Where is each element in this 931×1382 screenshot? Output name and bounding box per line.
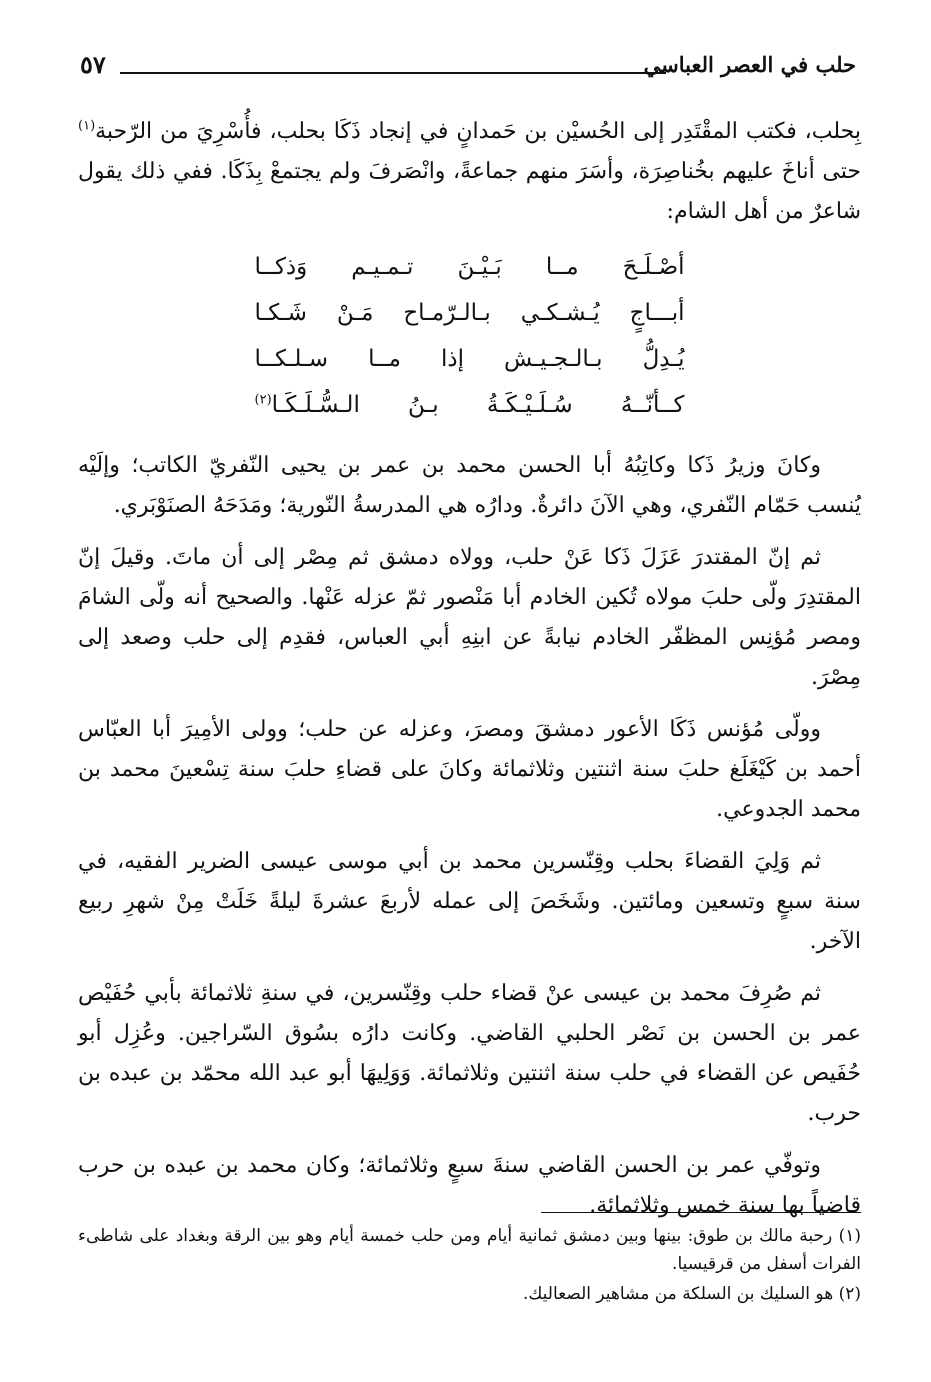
page-header	[80, 52, 856, 92]
footnote-mark-2: (٢)	[254, 392, 272, 408]
poem-line-2: أبـــاجٍ يُـشـكـي بـالـرّمـاح مَـنْ شَـكـا	[254, 300, 685, 326]
header-rule	[120, 72, 666, 74]
paragraph-3: ثم إنّ المقتدرَ عَزَلَ ذَكا عَنْ حلب، وولاه دمشق ثم مِصْر إلى أن ماتَ. وقيلَ إنّ المقتدِرَ ولّى حلبَ مولاه تُكين الخادم أبا مَنْصور ثمّ عزله عَنْها. والصحيح أنه ولّى الشامَ ومصر مُؤنِس المظفّر الخادم نيابةً عن ابنِهِ أبي العباس، فقدِم إلى حلب وصعد إلى مِصْرَ.	[78, 545, 861, 690]
page-number: ٥٧	[80, 50, 106, 79]
running-title: حلب في العصر العباسي	[643, 52, 856, 77]
footnotes	[78, 1222, 861, 1310]
paragraph-1-text: بِحلب، فكتب المقْتَدِر إلى الحُسيْن بن حَمدانٍ في إنجاد ذَكَا بحلب، فأُسْرِيَ من الرّحبة	[95, 119, 861, 144]
footnote-2: (٢) هو السليك بن السلكة من مشاهير الصعاليك.	[522, 1284, 861, 1304]
poem-line-4	[255, 382, 685, 428]
paragraph-6: ثم صُرِفَ محمد بن عيسى عنْ قضاء حلب وقِنّسرين، في سنةِ ثلاثمائة بأبي حُفَيْص عمر بن الحسن بن نَصْر الحلبي القاضي. وكانت دارُه بسُوق السّراجين. وعُزِل أبو حُفَيص عن القضاء في حلب سنة اثنتين وثلاثمائة. وَوَلِيهَا أبو عبد الله محمّد بن عبده بن حرب.	[78, 981, 861, 1126]
footnote-rule	[541, 1212, 861, 1213]
poem-line-4-text: كــأنّــهُ سُـلَـيْـكَـةُ بـنُ الـسُّـلَـكَـا	[271, 392, 685, 418]
footnote-1: (١) رحبة مالك بن طوق: بينها وبين دمشق ثمانية أيام ومن حلب خمسة أيام وهو بين الرقة وبغداد على شاطىء الفرات أسفل من قرقيسيا.	[78, 1226, 861, 1274]
paragraph-1-rest: حتى أناخَ عليهم بخُناصِرَة، وأسَرَ منهم جماعةً، وانْصَرفَ ولم يجتمعْ بِذَكَا. ففي ذلك يقول شاعرٌ من أهل الشام:	[78, 159, 861, 224]
paragraph-2: وكانَ وزيرُ ذَكا وكاتِبُهُ أبا الحسن محمد بن عمر بن يحيى النّفريّ الكاتب؛ وإلَيْه يُنسب حَمّام النّفري، وهي الآنَ دائرةٌ. ودارُه هي المدرسةُ النّورية؛ ومَدَحَهُ الصنَوْبَري.	[78, 453, 861, 518]
paragraph-1	[78, 112, 861, 232]
poem-line-1: أصْـلَـحَ مــا بَـيْـنَ تـمـيـم وَذكــا	[254, 254, 685, 280]
paragraph-5: ثم وَلِيَ القضاءَ بحلب وقِنّسرين محمد بن أبي موسى عيسى الضرير الفقيه، في سنة سبعٍ وتسعين ومائتين. وشَخَصَ إلى عمله لأربعَ عشرةَ ليلةً خَلَتْ مِنْ شهرِ ربيع الآخر.	[78, 849, 861, 954]
main-text	[78, 112, 861, 1238]
poem	[255, 244, 685, 428]
paragraph-7: وتوفّي عمر بن الحسن القاضي سنةَ سبعٍ وثلاثمائة؛ وكان محمد بن عبده بن حرب قاضياً بها سنة خمس وثلاثمائة.	[78, 1153, 861, 1218]
paragraph-4: وولّى مُؤنس ذَكَا الأعور دمشقَ ومصرَ، وعزله عن حلب؛ وولى الأمِيرَ أبا العبّاس أحمد بن كَيْغَلَغ حلبَ سنة اثنتين وثلاثمائة وكانَ على قضاءِ حلبَ سنة تِسْعينَ محمد بن محمد الجدوعي.	[78, 717, 861, 822]
footnote-mark-1: (١)	[78, 118, 96, 134]
poem-line-3: يُـدِلُّ بـالـجـيـش إذا مــا سـلـكــا	[254, 346, 685, 372]
